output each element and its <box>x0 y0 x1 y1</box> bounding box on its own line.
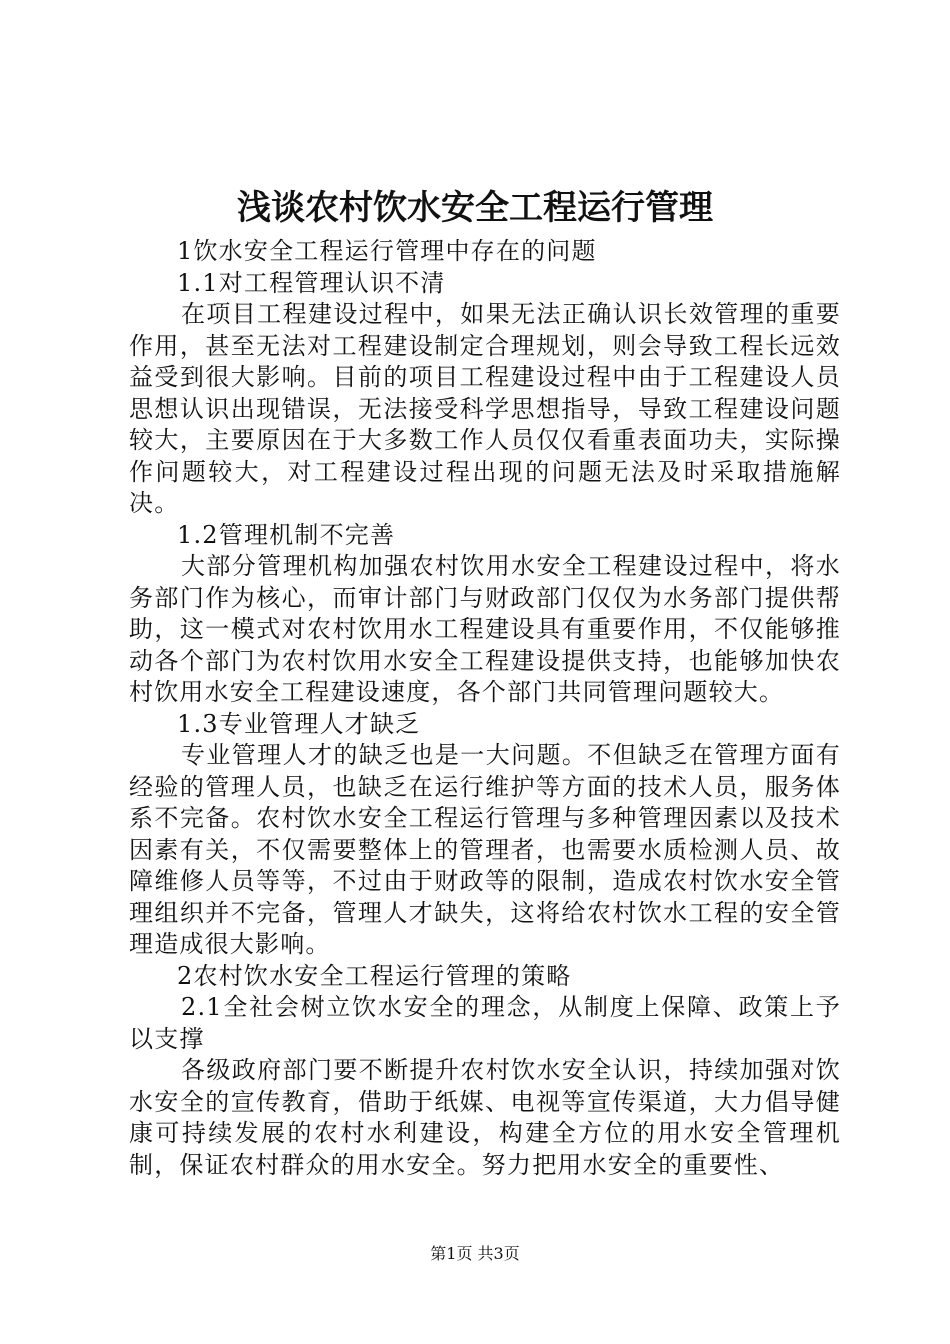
section-heading: 2农村饮水安全工程运行管理的策略 <box>177 961 572 990</box>
section-heading: 1饮水安全工程运行管理中存在的问题 <box>177 237 597 265</box>
paragraph: 在项目工程建设过程中，如果无法正确认识长效管理的重要作用，甚至无法对工程建设制定合理规划，则会导致工程长远效益受到很大影响。目前的项目工程建设过程中由于工程建设人员思想认识出现错误，无法接受科学思想指导，导致工程建设问题较大，主要原因在于大多数工作人员仅仅看重表面功夫，实际操作问题较大，对工程建设过程出现的问题无法及时采取措施解决。 <box>129 300 841 517</box>
paragraph: 各级政府部门要不断提升农村饮水安全认识，持续加强对饮水安全的宣传教育，借助于纸媒、电视等宣传渠道，大力倡导健康可持续发展的农村水利建设，构建全方位的用水安全管理机制，保证农村群众的用水安全。努力把用水安全的重要性、 <box>129 1056 841 1179</box>
subsection-heading: 2.1全社会树立饮水安全的理念，从制度上保障、政策上予以支撑 <box>129 993 841 1053</box>
subsection-heading: 1.1对工程管理认识不清 <box>177 268 446 297</box>
page-title: 浅谈农村饮水安全工程运行管理 <box>237 188 713 228</box>
paragraph: 大部分管理机构加强农村饮用水安全工程建设过程中，将水务部门作为核心，而审计部门与财政部门仅仅为水务部门提供帮助，这一模式对农村饮用水工程建设具有重要作用，不仅能够推动各个部门为农村饮用水安全工程建设提供支持，也能够加快农村饮用水安全工程建设速度，各个部门共同管理问题较大。 <box>129 552 841 706</box>
subsection-heading: 1.3专业管理人才缺乏 <box>177 709 421 738</box>
subsection-heading: 1.2管理机制不完善 <box>177 520 396 549</box>
page-footer: 第1页 共3页 <box>430 1244 520 1263</box>
document-body <box>129 236 841 1181</box>
paragraph: 专业管理人才的缺乏也是一大问题。不但缺乏在管理方面有经验的管理人员，也缺乏在运行维护等方面的技术人员，服务体系不完备。农村饮水安全工程运行管理与多种管理因素以及技术因素有关，不仅需要整体上的管理者，也需要水质检测人员、故障维修人员等等，不过由于财政等的限制，造成农村饮水安全管理组织并不完备，管理人才缺失，这将给农村饮水工程的安全管理造成很大影响。 <box>129 741 841 958</box>
